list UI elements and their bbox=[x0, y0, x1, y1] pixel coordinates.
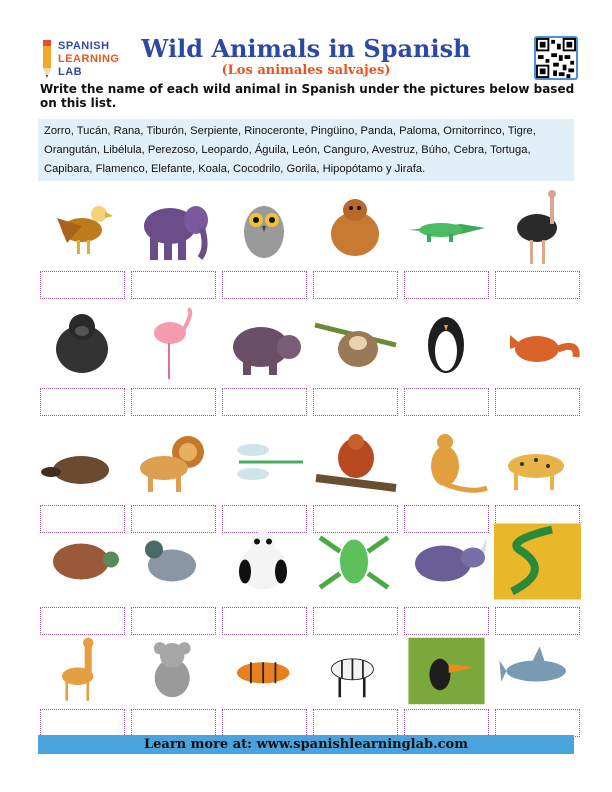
answer-box-flamingo[interactable] bbox=[131, 388, 216, 416]
eagle-icon bbox=[37, 188, 128, 268]
answer-box-eagle[interactable] bbox=[40, 271, 125, 299]
koala-icon bbox=[128, 636, 219, 706]
hippopotamus-icon bbox=[219, 305, 310, 385]
answer-box-koala[interactable] bbox=[131, 709, 216, 737]
crocodile-icon bbox=[401, 188, 492, 268]
ostrich-icon bbox=[492, 188, 583, 268]
sloth-icon bbox=[310, 305, 401, 385]
lion-icon bbox=[128, 422, 219, 502]
qr-code[interactable] bbox=[534, 36, 578, 80]
turtle-icon bbox=[37, 519, 128, 604]
toucan-icon bbox=[401, 636, 492, 706]
footer-banner[interactable]: Learn more at: www.spanishlearninglab.com bbox=[38, 735, 574, 754]
answer-box-elephant[interactable] bbox=[131, 271, 216, 299]
answer-box-toucan[interactable] bbox=[404, 709, 489, 737]
answer-box-capybara[interactable] bbox=[313, 271, 398, 299]
answer-box-penguin[interactable] bbox=[404, 388, 489, 416]
word-list: Zorro, Tucán, Rana, Tiburón, Serpiente, Rinoceronte, Pingüino, Panda, Paloma, Ornitorrinco, Tigre, Orangután, Libélula, Perezoso, Leopardo, Águila, León, Canguro, Avestruz, Búho, Cebra, Tortuga, Capibara, Flamenco, Elefante, Koala, Cocodrilo, Gorila, Hipopótamo y Jirafa. bbox=[38, 119, 574, 181]
answer-box-tiger[interactable] bbox=[222, 709, 307, 737]
shark-icon bbox=[492, 636, 583, 706]
answer-box-gorilla[interactable] bbox=[40, 388, 125, 416]
panda-icon bbox=[219, 519, 310, 604]
page-title: Wild Animals in Spanish bbox=[141, 34, 471, 63]
rhinoceros-icon bbox=[401, 519, 492, 604]
answer-box-turtle[interactable] bbox=[40, 607, 125, 635]
penguin-icon bbox=[401, 305, 492, 385]
frog-icon bbox=[310, 519, 401, 604]
logo-line-2: LEARNING bbox=[58, 53, 120, 65]
answer-box-rhinoceros[interactable] bbox=[404, 607, 489, 635]
answer-box-pigeon[interactable] bbox=[131, 607, 216, 635]
capybara-icon bbox=[310, 188, 401, 268]
answer-box-crocodile[interactable] bbox=[404, 271, 489, 299]
answer-box-shark[interactable] bbox=[495, 709, 580, 737]
answer-box-owl[interactable] bbox=[222, 271, 307, 299]
answer-box-ostrich[interactable] bbox=[495, 271, 580, 299]
answer-box-frog[interactable] bbox=[313, 607, 398, 635]
dragonfly-icon bbox=[219, 422, 310, 502]
orangutan-icon bbox=[310, 422, 401, 502]
answer-box-zebra[interactable] bbox=[313, 709, 398, 737]
qr-code-icon bbox=[536, 38, 576, 78]
tiger-icon bbox=[219, 636, 310, 706]
fox-icon bbox=[492, 305, 583, 385]
answer-box-sloth[interactable] bbox=[313, 388, 398, 416]
kangaroo-icon bbox=[401, 422, 492, 502]
pigeon-icon bbox=[128, 519, 219, 604]
snake-icon bbox=[492, 519, 583, 604]
answer-box-fox[interactable] bbox=[495, 388, 580, 416]
platypus-icon bbox=[37, 422, 128, 502]
instructions: Write the name of each wild animal in Spanish under the pictures below based on this list. bbox=[40, 82, 575, 110]
answer-box-hippopotamus[interactable] bbox=[222, 388, 307, 416]
logo-line-1: SPANISH bbox=[58, 40, 110, 52]
answer-box-snake[interactable] bbox=[495, 607, 580, 635]
flamingo-icon bbox=[128, 305, 219, 385]
answer-box-giraffe[interactable] bbox=[40, 709, 125, 737]
leopard-icon bbox=[492, 422, 583, 502]
gorilla-icon bbox=[37, 305, 128, 385]
answer-box-panda[interactable] bbox=[222, 607, 307, 635]
owl-icon bbox=[219, 188, 310, 268]
elephant-icon bbox=[128, 188, 219, 268]
logo-line-3: LAB bbox=[58, 66, 83, 78]
zebra-icon bbox=[310, 636, 401, 706]
page-subtitle: (Los animales salvajes) bbox=[221, 63, 391, 78]
giraffe-icon bbox=[37, 636, 128, 706]
